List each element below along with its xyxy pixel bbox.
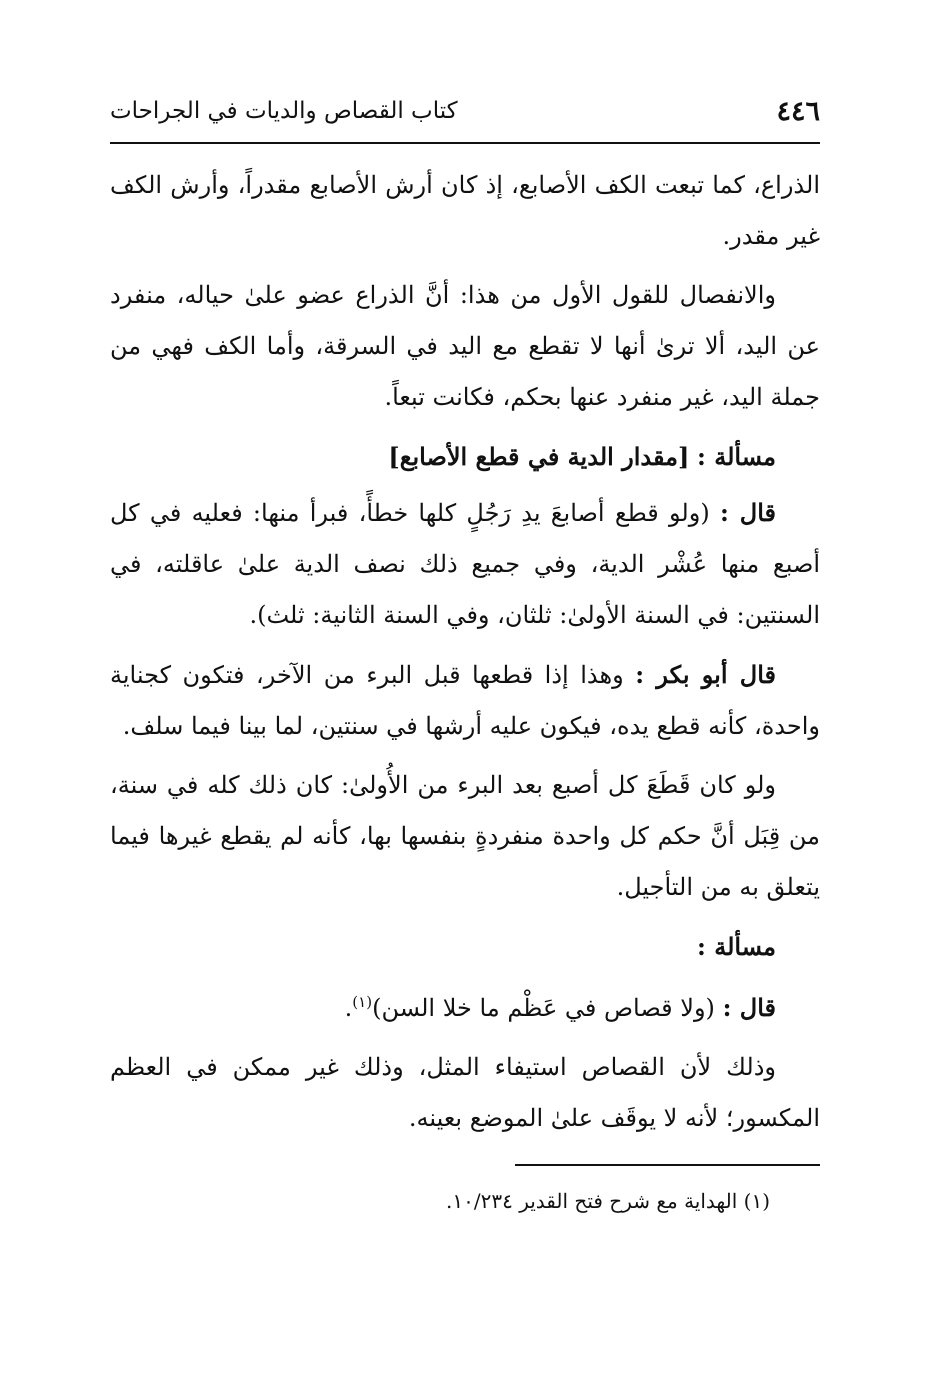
running-title: كتاب القصاص والديات في الجراحات: [110, 98, 458, 124]
paragraph-7: وذلك لأن القصاص استيفاء المثل، وذلك غير ممكن في العظم المكسور؛ لأنه لا يوقَف علىٰ الموضع بعينه.: [110, 1053, 820, 1132]
paragraph-3: [110, 487, 820, 641]
paragraph-1: الذراع، كما تبعت الكف الأصابع، إذ كان أرش الأصابع مقدراً، وأرش الكف غير مقدر.: [110, 171, 820, 250]
footnote-1: (١) الهداية مع شرح فتح القدير ١٠/٢٣٤.: [446, 1189, 770, 1213]
paragraph-4: [110, 649, 820, 752]
footnotes: [110, 1186, 820, 1216]
paragraph-5: ولو كان قَطَعَ كل أصبع بعد البرء من الأُولىٰ: كان ذلك كله في سنة، من قِبَل أنَّ حكم كل واحدة منفردةٍ بنفسها بها، كأنه لم يقطع غيرها فيما يتعلق به من التأجيل.: [110, 771, 820, 901]
footnote-reference: (١): [352, 993, 373, 1011]
main-text: [110, 160, 820, 1152]
paragraph-4-text: وهذا إذا قطعها قبل البرء من الآخر، فتكون كجناية واحدة، كأنه قطع يده، فيكون عليه أرشها في سنتين، لما بينا فيما سلف.: [110, 661, 820, 740]
paragraph-6: [110, 977, 820, 1034]
footnote-rule: [515, 1164, 820, 1166]
section-heading-label: مسألة :: [697, 442, 776, 471]
speaker-label: قال أبو بكر :: [635, 660, 776, 689]
page-number: ٤٤٦: [776, 96, 820, 127]
paragraph-2: والانفصال للقول الأول من هذا: أنَّ الذراع عضو علىٰ حياله، منفرد عن اليد، ألا ترىٰ أنها لا تقطع مع اليد في السرقة، وأما الكف فهي من جملة اليد، غير منفرد عنها بحكم، فكانت تبعاً.: [110, 281, 820, 411]
running-header: [110, 92, 820, 138]
paragraph-6-text: (ولا قصاص في عَظْم ما خلا السن): [372, 994, 715, 1022]
paragraph-6-end: .: [344, 994, 353, 1022]
header-rule: [110, 142, 820, 144]
section-heading-2: [110, 921, 820, 973]
section-heading-label: مسألة :: [697, 932, 776, 961]
speaker-label: قال :: [722, 993, 776, 1022]
section-heading-title: [مقدار الدية في قطع الأصابع]: [388, 442, 690, 471]
paragraph-3-text: (ولو قطع أصابعَ يدِ رَجُلٍ كلها خطأً، فبرأ منها: فعليه في كل أصبع منها عُشْر الدية، وفي جميع ذلك نصف الدية علىٰ عاقلته، في السنتين: في السنة الأولىٰ: ثلثان، وفي السنة الثانية: ثلث).: [110, 499, 820, 629]
section-heading-1: [110, 431, 820, 483]
speaker-label: قال :: [719, 498, 776, 527]
